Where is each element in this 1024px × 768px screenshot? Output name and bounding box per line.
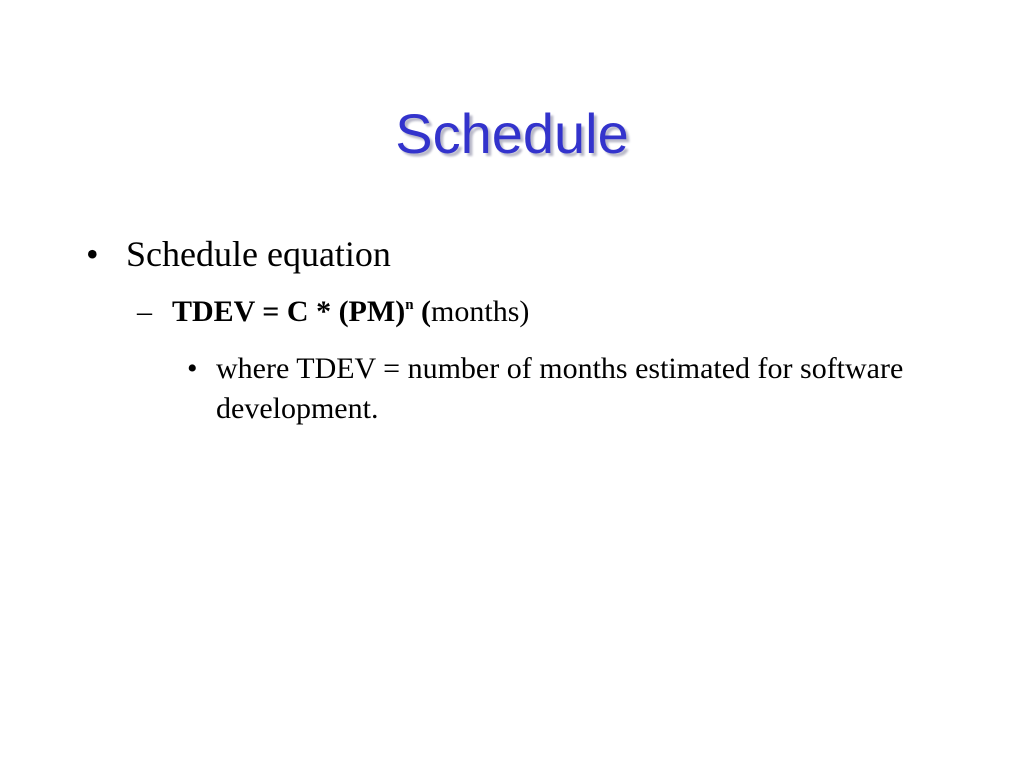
equation-space [414,295,422,328]
bullet-marker: • [86,234,99,274]
equation-unit: months) [431,295,530,328]
equation-text: TDEV = C * (PM) [172,295,406,328]
sub-bullet-tdev-equation [137,293,529,331]
slide-title: Schedule [395,102,629,165]
sub-sub-bullet-definition [187,349,947,429]
bullet-schedule-equation [86,232,391,276]
definition-text: where TDEV = number of months estimated for software development. [216,352,904,425]
equation-open-paren: ( [421,295,432,328]
dash-marker: – [137,295,152,328]
equation-exponent: n [405,297,414,313]
bullet-marker: • [187,352,198,385]
bullet-text: Schedule equation [126,234,391,274]
